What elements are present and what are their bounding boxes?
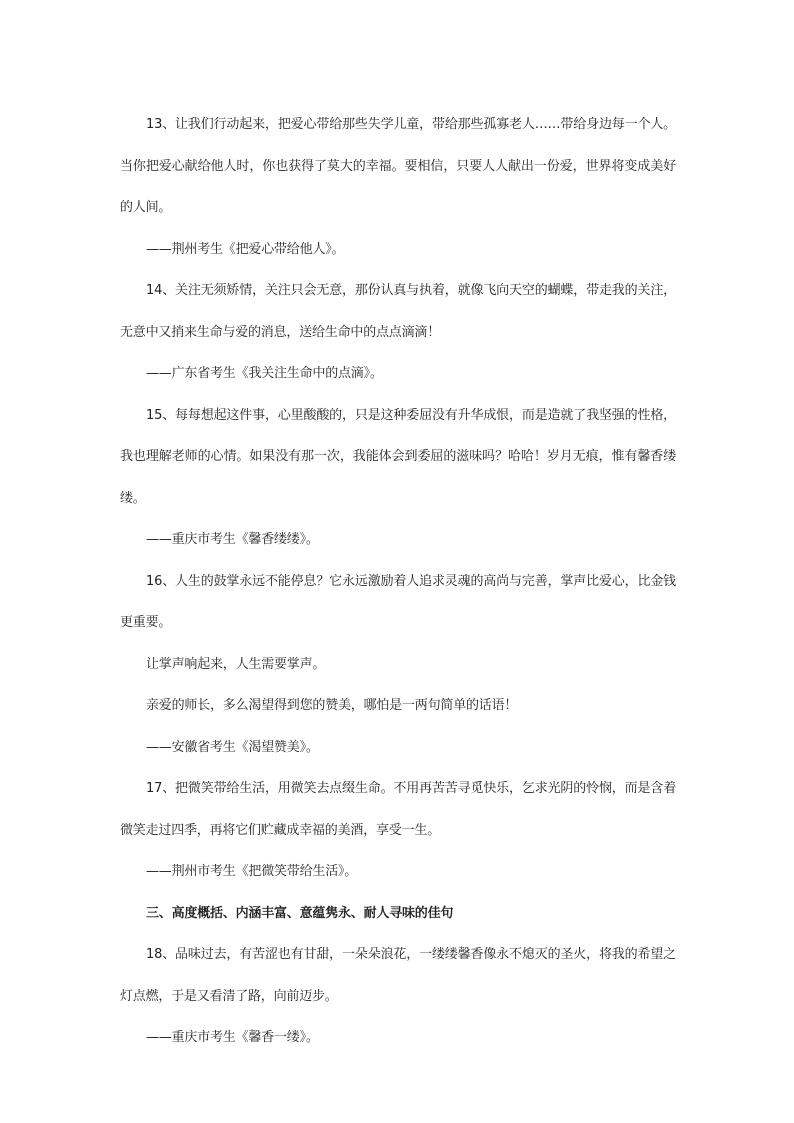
source-line-13: ——荆州考生《把爱心带给他人》。 [146,241,345,257]
document-body [120,104,676,1059]
paragraph-16-line-3: 亲爱的师长，多么渴望得到您的赞美，哪怕是一两句简单的话语！ [146,698,518,713]
source-line-15: ——重庆市考生《馨香缕缕》。 [146,532,319,547]
paragraph-18: 18、品味过去，有苦涩也有甘甜，一朵朵浪花，一缕缕馨香像永不熄灭的圣火，将我的希望之灯点燃，于是又看清了路，向前迈步。 [120,947,676,1004]
source-line-16: ——安徽省考生《渴望赞美》。 [146,739,319,755]
paragraph-13: 13、让我们行动起来，把爱心带给那些失学儿童，带给那些孤寡老人……带给身边每一个人。当你把爱心献给他人时，你也获得了莫大的幸福。要相信，只要人人献出一份爱，世界将变成美好的人间。 [120,117,676,215]
paragraph-14: 14、关注无须矫情，关注只会无意，那份认真与执着，就像飞向天空的蝴蝶，带走我的关注，无意中又捎来生命与爱的消息，送给生命中的点点滴滴！ [120,283,676,340]
paragraph-16-line-2: 让掌声响起来，人生需要掌声。 [146,656,326,672]
section-heading: 三、高度概括、内涵丰富、意蕴隽永、耐人寻味的佳句 [146,905,454,921]
paragraph-16: 16、人生的鼓掌永远不能停息？它永远激励着人追求灵魂的高尚与完善，掌声比爱心，比金钱更重要。 [120,573,676,630]
paragraph-15: 15、每每想起这件事，心里酸酸的，只是这种委屈没有升华成恨，而是造就了我坚强的性格，我也理解老师的心情。如果没有那一次，我能体会到委屈的滋味吗？哈哈！岁月无痕，惟有馨香缕缕。 [120,407,676,506]
paragraph-17: 17、把微笑带给生活，用微笑去点缀生命。不用再苦苦寻觅快乐，乞求光阴的怜悯，而是含着微笑走过四季，再将它们贮藏成幸福的美酒，享受一生。 [120,781,676,838]
source-line-17: ——荆州市考生《把微笑带给生活》。 [146,864,358,879]
source-line-18: ——重庆市考生《馨香一缕》。 [146,1030,319,1045]
source-line-14: ——广东省考生《我关注生命中的点滴》。 [146,366,383,381]
